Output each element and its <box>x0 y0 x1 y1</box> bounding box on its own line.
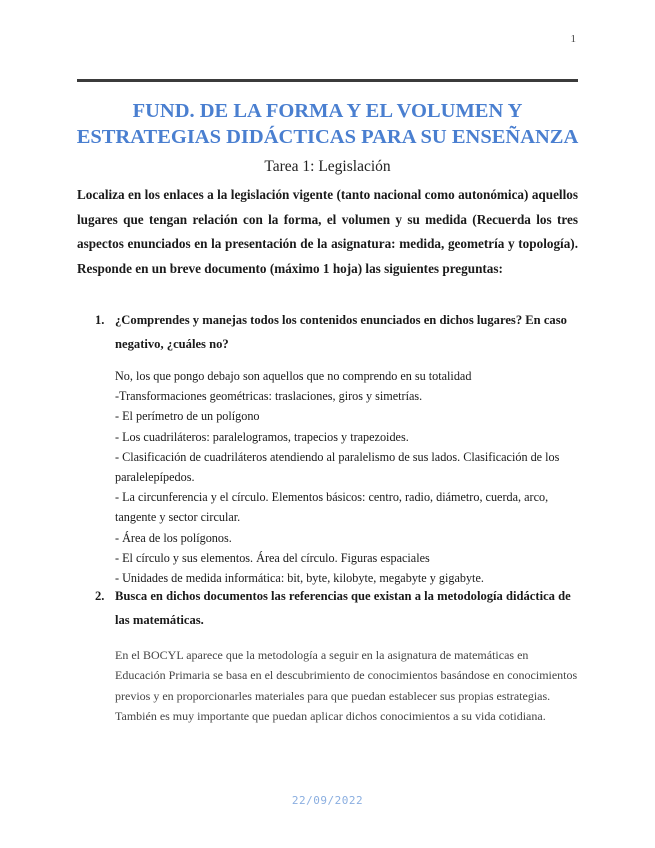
question-1-text: ¿Comprendes y manejas todos los contenidos enunciados en dichos lugares? En caso negativo, ¿cuáles no? <box>115 313 567 351</box>
page-number: 1 <box>570 33 576 45</box>
answer-1 <box>115 366 578 588</box>
task-instructions: Localiza en los enlaces a la legislación vigente (tanto nacional como autonómica) aquellos lugares que tengan relación con la forma, el volumen y su medida (Recuerda los tres aspectos enunciados en la presentación de la asignatura: medida, geometría y topología). Responde en un breve documento (máximo 1 hoja) las siguientes preguntas: <box>77 187 578 276</box>
answer-1-line: - El perímetro de un polígono <box>115 409 260 424</box>
answer-1-line: -Transformaciones geométricas: traslaciones, giros y simetrías. <box>115 389 423 404</box>
answer-1-line: - Área de los polígonos. <box>115 530 232 545</box>
question-1 <box>95 309 578 356</box>
document-title <box>60 98 595 150</box>
answer-1-line: - Los cuadriláteros: paralelogramos, trapecios y trapezoides. <box>115 429 409 444</box>
answer-1-line: - Clasificación de cuadriláteros atendiendo al paralelismo de sus lados. Clasificación de los paralelepípedos. <box>115 449 560 485</box>
answer-1-line: - La circunferencia y el círculo. Elementos básicos: centro, radio, diámetro, cuerda, arco, tangente y sector circular. <box>115 490 549 525</box>
header-divider <box>77 79 578 82</box>
question-1-number: 1. <box>95 313 105 327</box>
question-2-number: 2. <box>95 589 105 603</box>
title-line-2: ESTRATEGIAS DIDÁCTICAS PARA SU ENSEÑANZA <box>76 126 579 148</box>
footer-date: 22/09/2022 <box>291 794 364 807</box>
answer-1-line: - Unidades de medida informática: bit, byte, kilobyte, megabyte y gigabyte. <box>115 571 484 586</box>
question-2 <box>95 585 578 632</box>
question-2-text: Busca en dichos documentos las referencias que existan a la metodología didáctica de las matemáticas. <box>115 589 571 627</box>
task-subtitle: Tarea 1: Legislación <box>264 158 391 175</box>
answer-2: En el BOCYL aparece que la metodología a seguir en la asignatura de matemáticas en Educación Primaria se basa en el descubrimiento de conocimientos basándose en conocimientos previos y en proporcionarles materiales para que puedan establecer sus propias estrategias. También es muy importante que puedan aplicar dichos conocimientos a su vida cotidiana. <box>115 648 578 723</box>
title-line-1: FUND. DE LA FORMA Y EL VOLUMEN Y <box>132 100 523 122</box>
answer-1-line: - El círculo y sus elementos. Área del círculo. Figuras espaciales <box>115 550 430 565</box>
answer-1-line: No, los que pongo debajo son aquellos que no comprendo en su totalidad <box>115 369 472 383</box>
